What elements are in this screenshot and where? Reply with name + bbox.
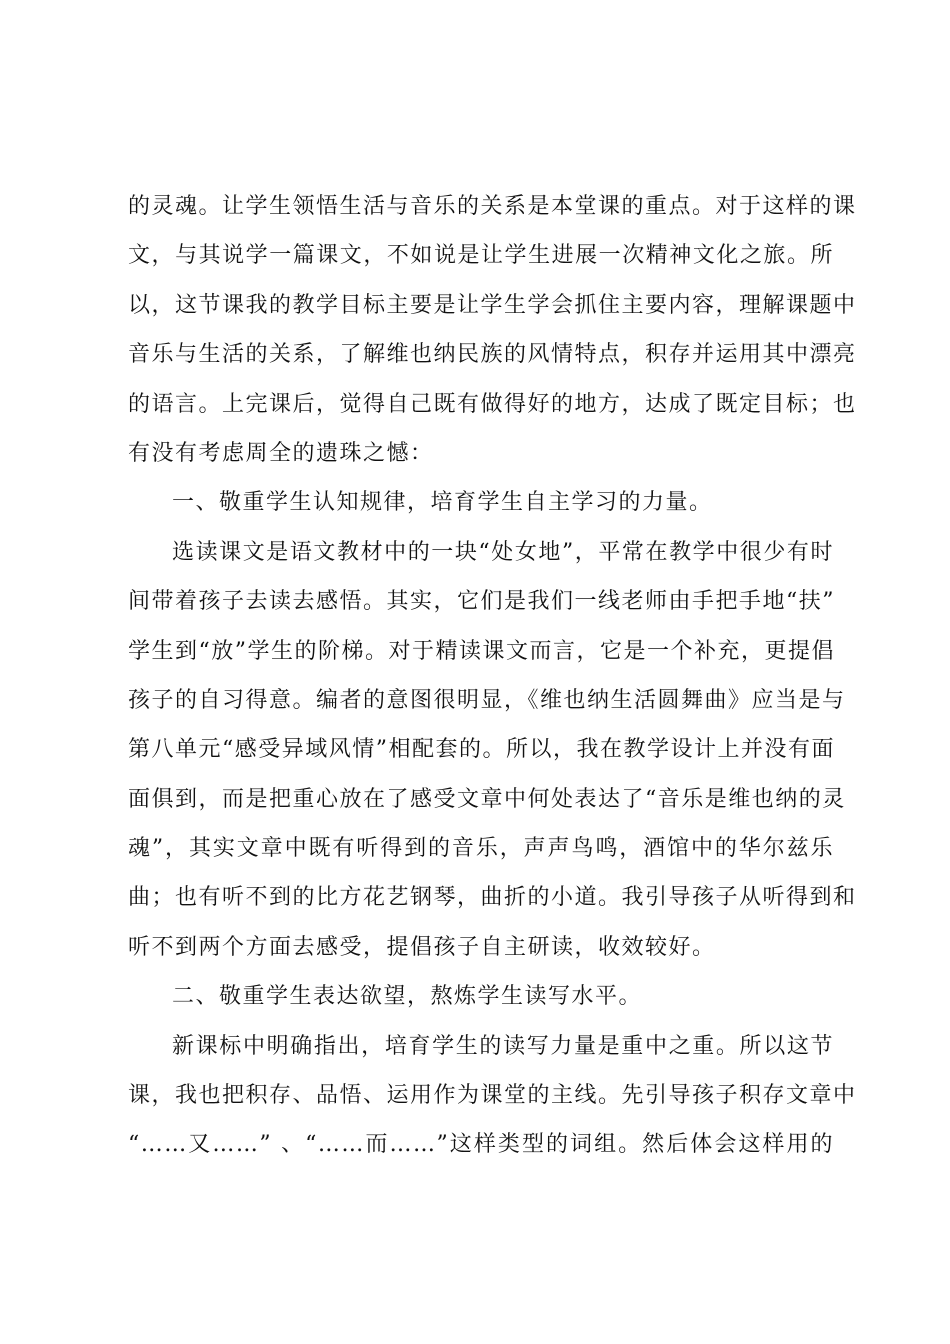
section-heading-2: 二、敬重学生表达欲望，熬炼学生读写水平。 [172,984,643,1010]
document-page [128,182,857,1170]
text-line-18: 新课标中明确指出，培育学生的读写力量是重中之重。所以这节 [172,1033,834,1059]
text-line-10: 学生到“放”学生的阶梯。对于精读课文而言，它是一个补充，更提倡 [128,638,835,664]
text-line-6: 有没有考虑周全的遗珠之憾： [128,440,434,466]
text-line-4: 音乐与生活的关系，了解维也纳民族的风情特点，积存并运用其中漂亮 [128,342,857,368]
text-line-13: 面俱到，而是把重心放在了感受文章中何处表达了“音乐是维也纳的灵 [128,786,846,812]
text-line-9: 间带着孩子去读去感悟。其实，它们是我们一线老师由手把手地“扶” [128,589,835,615]
text-line-15: 曲；也有听不到的比方花艺钢琴，曲折的小道。我引导孩子从听得到和 [128,885,857,911]
text-line-16: 听不到两个方面去感受，提倡孩子自主研读，收效较好。 [128,934,716,960]
text-line-11: 孩子的自习得意。编者的意图很明显，《维也纳生活圆舞曲》应当是与 [128,687,846,713]
text-line-5: 的语言。上完课后，觉得自己既有做得好的地方，达成了既定目标；也 [128,391,857,417]
text-line-2: 文，与其说学一篇课文，不如说是让学生进展一次精神文化之旅。所 [128,243,834,269]
text-line-3: 以，这节课我的教学目标主要是让学生学会抓住主要内容，理解课题中 [128,292,857,318]
text-line-12: 第八单元“感受异域风情”相配套的。所以，我在教学设计上并没有面 [128,737,835,763]
text-line-1: 的灵魂。让学生领悟生活与音乐的关系是本堂课的重点。对于这样的课 [128,194,857,219]
text-line-20: “……又……” 、“……而……”这样类型的词组。然后体会这样用的 [128,1132,834,1158]
text-line-14: 魂”，其实文章中既有听得到的音乐，声声鸟鸣，酒馆中的华尔兹乐 [128,836,834,862]
text-line-8: 选读课文是语文教材中的一块“处女地”，平常在教学中很少有时 [172,539,834,565]
section-heading-1: 一、敬重学生认知规律，培育学生自主学习的力量。 [172,490,713,516]
text-line-19: 课，我也把积存、品悟、运用作为课堂的主线。先引导孩子积存文章中 [128,1083,857,1109]
